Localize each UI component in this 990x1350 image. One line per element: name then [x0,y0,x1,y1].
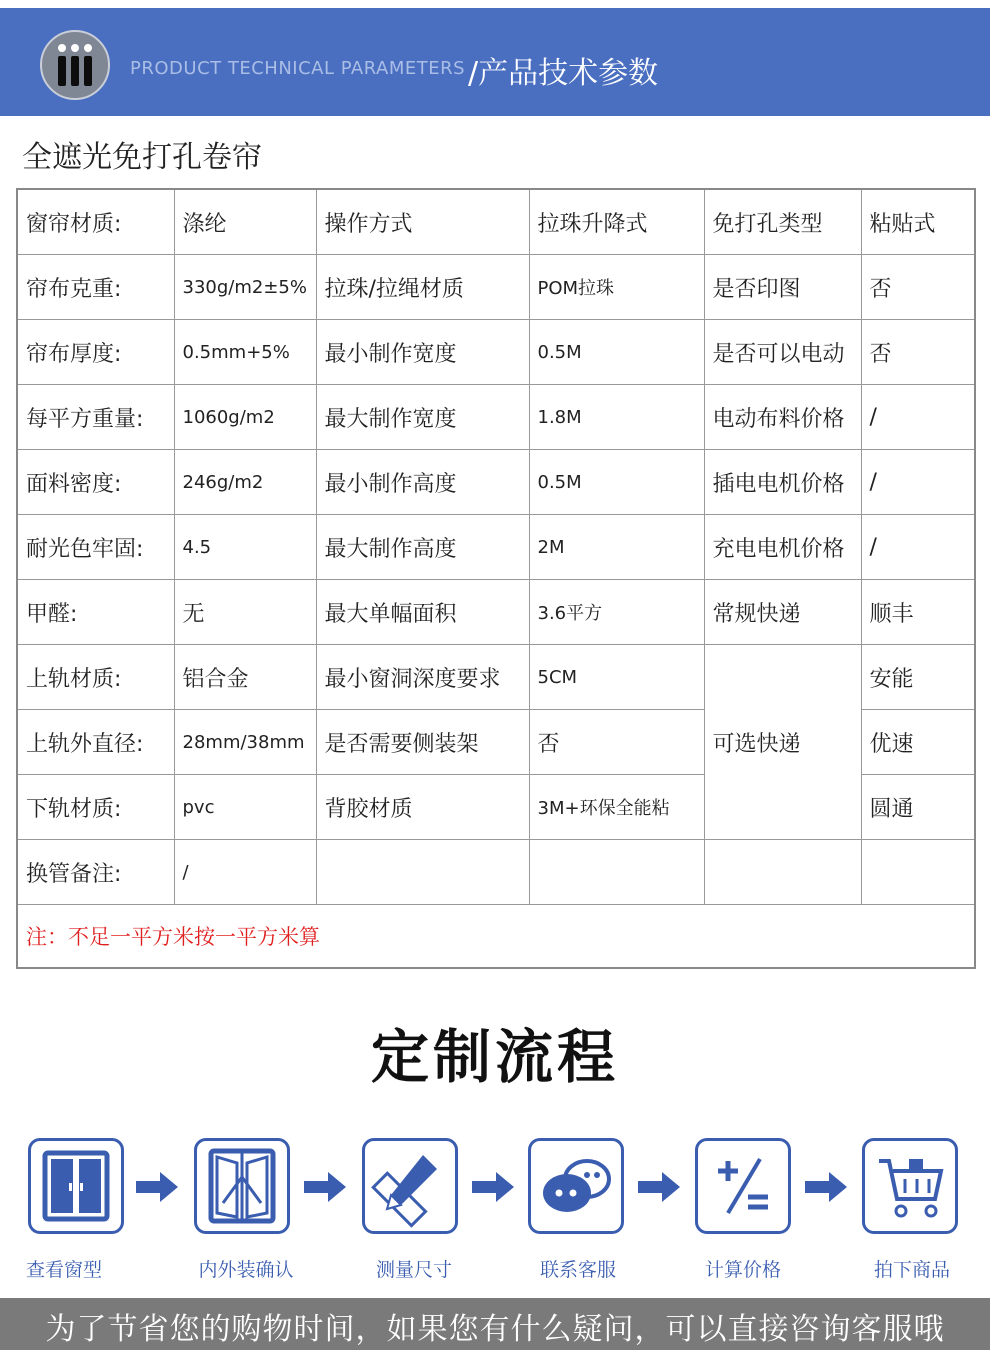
table-row [17,580,975,645]
table-cell: 粘贴式 [861,189,975,255]
table-cell: / [861,515,975,580]
table-cell: 甲醛: [17,580,174,645]
table-cell: pvc [174,775,316,840]
table-cell: 是否印图 [704,255,861,320]
table-cell: 耐光色牢固: [17,515,174,580]
ruler-pencil-icon [362,1138,458,1234]
table-cell [704,840,861,905]
table-cell: / [174,840,316,905]
table-row [17,450,975,515]
table-cell: 拉珠/拉绳材质 [316,255,529,320]
table-cell: 充电电机价格 [704,515,861,580]
arrow-right-icon [636,1170,682,1204]
table-cell: 最大制作高度 [316,515,529,580]
table-cell: 上轨材质: [17,645,174,710]
table-cell: 顺丰 [861,580,975,645]
table-cell: 帘布厚度: [17,320,174,385]
window-icon [28,1138,124,1234]
table-row [17,515,975,580]
door-icon [194,1138,290,1234]
table-cell: 4.5 [174,515,316,580]
arrow-right-icon [470,1170,516,1204]
step-label: 拍下商品 [873,1259,950,1281]
table-cell: 最小窗洞深度要求 [316,645,529,710]
table-cell: 否 [529,710,704,775]
chat-icon [528,1138,624,1234]
table-cell: 1060g/m2 [174,385,316,450]
table-cell: 最大单幅面积 [316,580,529,645]
table-row [17,385,975,450]
table-cell [316,840,529,905]
table-cell: 无 [174,580,316,645]
step-label: 查看窗型 [25,1259,102,1281]
table-cell: 是否可以电动 [704,320,861,385]
logo-icon [40,30,110,100]
arrow-right-icon [302,1170,348,1204]
table-note: 注：不足一平方米按一平方米算 [17,905,975,969]
table-cell: 常规快递 [704,580,861,645]
header-title-en: PRODUCT TECHNICAL PARAMETERS [130,58,466,79]
table-cell: 上轨外直径: [17,710,174,775]
table-cell: 0.5M [529,450,704,515]
table-cell: POM拉珠 [529,255,704,320]
table-cell: 最大制作宽度 [316,385,529,450]
arrow-right-icon [134,1170,180,1204]
table-row [17,905,975,969]
table-cell: 插电电机价格 [704,450,861,515]
table-cell: 0.5M [529,320,704,385]
table-cell: 下轨材质: [17,775,174,840]
cart-icon [862,1138,958,1234]
table-cell: 铝合金 [174,645,316,710]
table-cell: 330g/m2±5% [174,255,316,320]
table-cell: 0.5mm+5% [174,320,316,385]
arrow-right-icon [803,1170,849,1204]
table-cell: 背胶材质 [316,775,529,840]
table-cell: 窗帘材质: [17,189,174,255]
footer-banner [0,1298,990,1350]
table-cell: 涤纶 [174,189,316,255]
table-cell: / [861,450,975,515]
table-cell: 面料密度: [17,450,174,515]
footer-text: 为了节省您的购物时间，如果您有什么疑问，可以直接咨询客服哦 [45,1312,945,1347]
table-cell [861,840,975,905]
table-cell: 246g/m2 [174,450,316,515]
table-row [17,255,975,320]
table-row [17,645,975,710]
table-cell: 操作方式 [316,189,529,255]
step-label: 联系客服 [539,1259,616,1281]
table-cell: 2M [529,515,704,580]
header-title-cn: /产品技术参数 [468,56,659,91]
table-row [17,840,975,905]
header-banner [0,8,990,116]
table-cell: 5CM [529,645,704,710]
table-cell: 免打孔类型 [704,189,861,255]
table-cell: 3.6平方 [529,580,704,645]
table-row [17,189,975,255]
table-cell [529,840,704,905]
flow-title: 定制流程 [370,1023,619,1091]
table-cell: 1.8M [529,385,704,450]
parameter-table [16,188,976,969]
table-cell: 最小制作高度 [316,450,529,515]
table-cell: 每平方重量: [17,385,174,450]
table-cell: 换管备注: [17,840,174,905]
table-cell: 是否需要侧装架 [316,710,529,775]
calculator-icon [695,1138,791,1234]
table-cell: 最小制作宽度 [316,320,529,385]
table-cell: 圆通 [861,775,975,840]
table-cell: 拉珠升降式 [529,189,704,255]
step-label: 内外装确认 [198,1259,294,1281]
table-cell: / [861,385,975,450]
table-cell: 28mm/38mm [174,710,316,775]
table-cell: 优速 [861,710,975,775]
table-cell: 帘布克重: [17,255,174,320]
table-cell: 安能 [861,645,975,710]
table-cell: 3M+环保全能粘 [529,775,704,840]
step-label: 计算价格 [704,1259,781,1281]
table-cell: 电动布料价格 [704,385,861,450]
table-cell: 否 [861,320,975,385]
table-cell: 可选快递 [704,645,861,840]
table-row [17,320,975,385]
step-label: 测量尺寸 [375,1259,452,1281]
table-cell: 否 [861,255,975,320]
product-title: 全遮光免打孔卷帘 [22,140,262,175]
